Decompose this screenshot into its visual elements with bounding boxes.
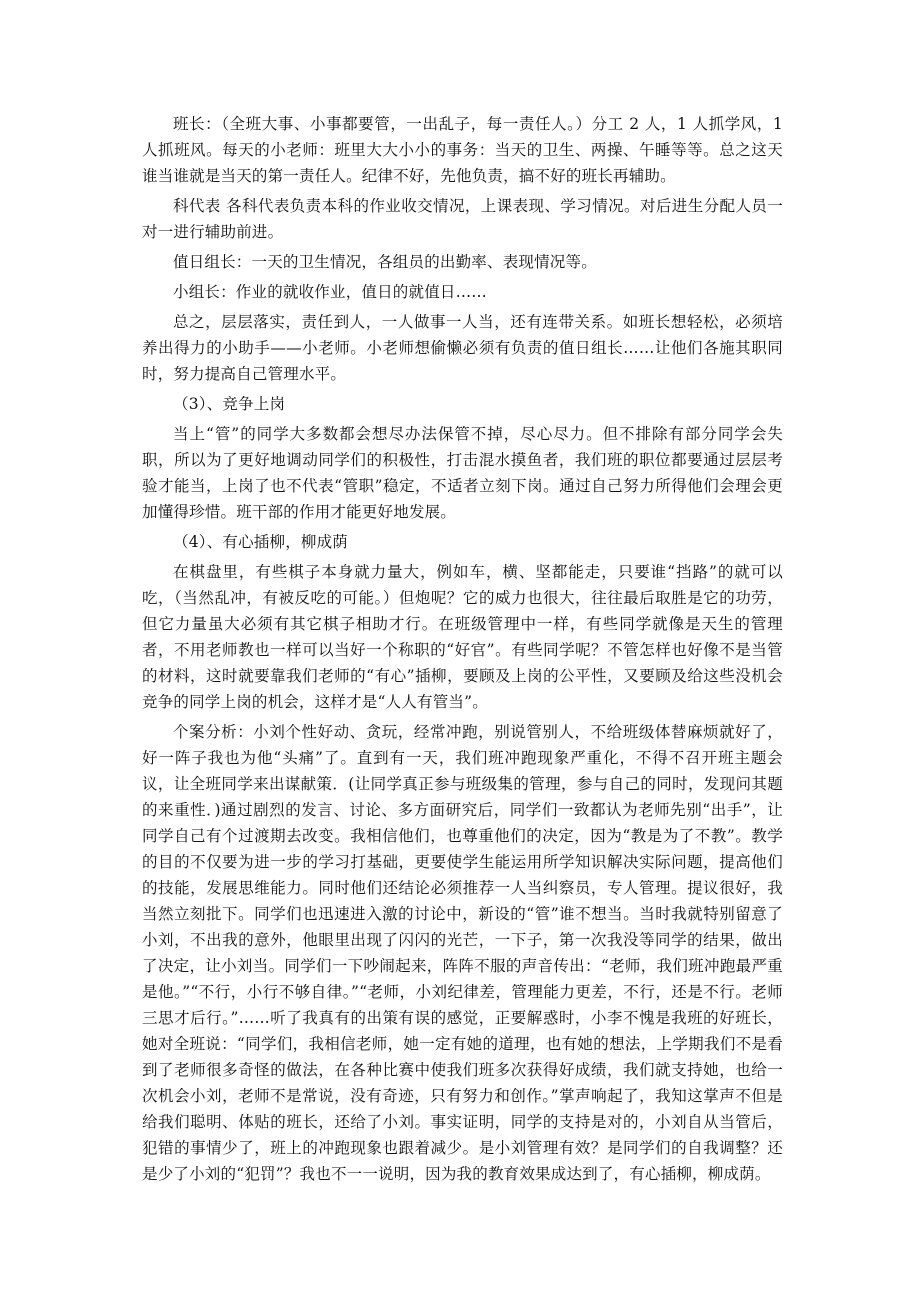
paragraph-group-leader: 小组长：作业的就收作业，值日的就值日…… [173, 283, 488, 301]
section-heading-competition: （3）、竞争上岗 [173, 395, 286, 413]
paragraph-subject-representative: 科代表 各科代表负责本科的作业收交情况，上课表现、学习情况。对后进生分配人员一对一进行辅助前进。 [142, 197, 783, 241]
paragraph-chess-analogy: 在棋盘里，有些棋子本身就力量大，例如车，横、坚都能走，只要谁“挡路”的就可以吃，（当然乱冲，有被反吃的可能。）但炮呢？它的威力也很大，往往最后取胜是它的功劳，但它力量虽大必须有其它棋子相助才行。在班级管理中一样，有些同学就像是天生的管理者，不用老师教也一样可以当好一个称职的“好官”。有些同学呢？不管怎样也好像不是当管的材料，这时就要靠我们老师的“有心”插柳，要顾及上岗的公平性，又要顾及给这些没机会竞争的同学上岗的机会，这样才是“人人有管当”。 [142, 563, 783, 711]
paragraph-case-analysis: 个案分析：小刘个性好动、贪玩，经常冲跑，别说管别人，不给班级体替麻烦就好了，好一阵子我也为他“头痛”了。直到有一天，我们班冲跑现象严重化，不得不召开班主题会议，让全班同学来出谋献策．(让同学真正参与班级集的管理，参与自己的同时，发现问其题的来重性．)通过剧烈的发言、讨论、多方面研究后，同学们一致都认为老师先别“出手”，让同学自己有个过渡期去改变。我相信他们，也尊重他们的决定，因为“教是为了不教”。教学的目的不仅要为进一步的学习打基础，更要使学生能运用所学知识解决实际问题，提高他们的技能，发展思维能力。同时他们还结论必须推荐一人当纠察员，专人管理。提议很好，我当然立刻批下。同学们也迅速进入激的讨论中，新设的“管”谁不想当。当时我就特别留意了小刘，不出我的意外，他眼里出现了闪闪的光芒，一下子，第一次我没等同学的结果，做出了决定，让小刘当。同学们一下吵闹起来，阵阵不服的声音传出：“老师，我们班冲跑最严重是他。”“不行，小行不够自律。”“老师，小刘纪律差，管理能力更差，不行，还是不行。老师三思才后行。”……听了我真有的出策有误的感觉，正要解惑时，小李不愧是我班的好班长，她对全班说：“同学们，我相信老师，她一定有她的道理，也有她的想法，上学期我们不是看到了老师很多奇怪的做法，在各种比赛中使我们班多次获得好成绩，我们就支持她，也给一次机会小刘，老师不是常说，没有奇迹，只有努力和创作。”掌声响起了，我知这掌声不但是给我们聪明、体贴的班长，还给了小刘。事实证明，同学的支持是对的，小刘自从当管后，犯错的事情少了，班上的冲跑现象也跟着减少。是小刘管理有效？是同学们的自我调整？还是少了小刘的“犯罚”？我也不一一说明，因为我的教育效果成达到了，有心插柳，柳成荫。 [142, 723, 783, 1183]
paragraph-duty-group-leader: 值日组长：一天的卫生情况，各组员的出勤率、表现情况等。 [173, 253, 597, 271]
paragraph-class-monitor: 班长：（全班大事、小事都要管，一出乱子，每一责任人。）分工 2 人，1 人抓学风，1 人抓班风。每天的小老师：班里大大小小的事务：当天的卫生、两操、午睡等等。总之这天谁当谁就是当天的第一责任人。纪律不好，先他负责，搞不好的班长再辅助。 [142, 115, 783, 185]
paragraph-summary: 总之，层层落实，责任到人，一人做事一人当，还有连带关系。如班长想轻松，必须培养出得力的小助手——小老师。小老师想偷懒必须有负责的值日组长……让他们各施其职同时，努力提高自己管理水平。 [142, 313, 783, 383]
section-heading-planting-willows: （4）、有心插柳，柳成荫 [173, 533, 349, 551]
paragraph-competition: 当上“管”的同学大多数都会想尽办法保管不掉，尽心尽力。但不排除有部分同学会失职，所以为了更好地调动同学们的积极性，打击混水摸鱼者，我们班的职位都要通过层层考验才能当，上岗了也不代表“管职”稳定，不适者立刻下岗。通过自己努力所得他们会理会更加懂得珍惜。班干部的作用才能更好地发展。 [142, 425, 783, 521]
